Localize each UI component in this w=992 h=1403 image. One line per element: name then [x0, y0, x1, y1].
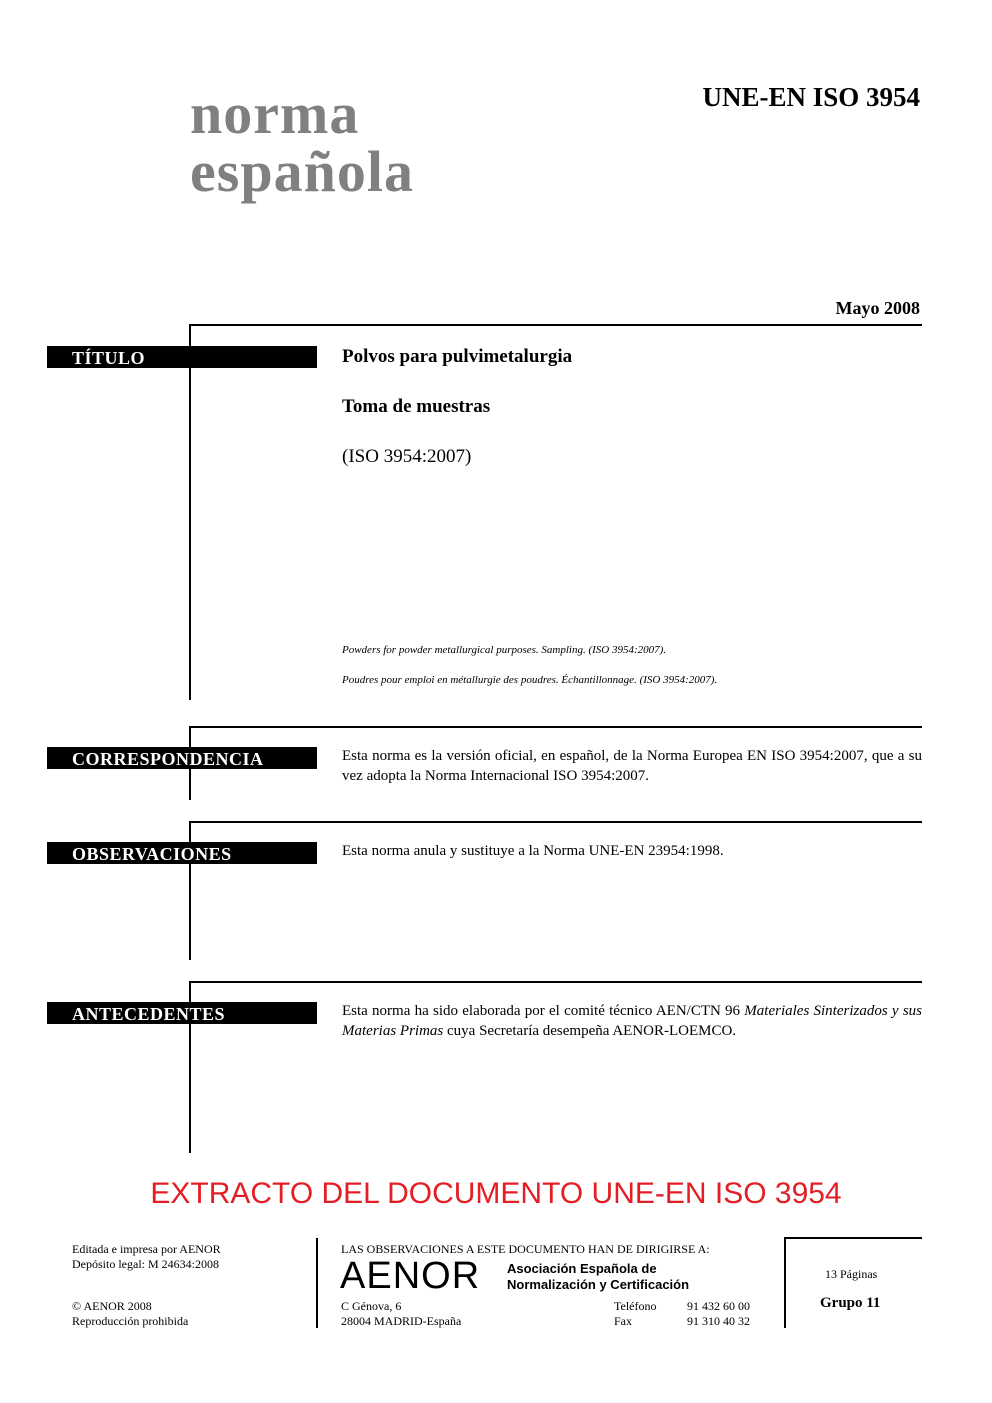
section-divider [189, 821, 922, 823]
section-divider [189, 726, 922, 728]
footer-copyright: © AENOR 2008 [72, 1299, 152, 1313]
subtitle-es: Toma de muestras [342, 396, 491, 417]
committee-name: Materiales Sinterizados y sus Materias Primas [342, 1003, 922, 1039]
footer-box-left [784, 1237, 786, 1328]
section-label-antecedentes: ANTECEDENTES [47, 1002, 317, 1024]
correspondencia-text: Esta norma es la versión oficial, en español, de la Norma Europea EN ISO 3954:2007, que a su vez adopta la Norma Internacional ISO 3954:2007. [342, 748, 922, 784]
aenor-org-name [507, 1261, 689, 1293]
footer-divider [316, 1238, 318, 1328]
org-name-line1: Asociación Española de [507, 1261, 657, 1276]
section-label-titulo: TÍTULO [47, 346, 317, 368]
section-divider [189, 981, 922, 983]
antecedentes-text [342, 1001, 922, 1041]
section-label-observaciones: OBSERVACIONES [47, 842, 317, 864]
brand-line-espanola: española [190, 139, 414, 204]
antecedentes-text-start: Esta norma ha sido elaborada por el comité técnico AEN/CTN 96 [342, 1003, 745, 1019]
org-name-line2: Normalización y Certificación [507, 1277, 690, 1292]
title-fr: Poudres pour emploi en métallurgie des poudres. Échantillonnage. (ISO 3954:2007). [342, 674, 718, 686]
footer-address-line1: C Génova, 6 [341, 1299, 402, 1313]
footer-phone-label: Teléfono [614, 1299, 657, 1313]
brand-line-norma: norma [190, 81, 360, 146]
footer-address-line2: 28004 MADRID-España [341, 1314, 462, 1328]
footer-legal-deposit: Depósito legal: M 24634:2008 [72, 1257, 219, 1271]
publication-date: Mayo 2008 [835, 298, 920, 318]
aenor-logo: AENOR [340, 1255, 481, 1297]
footer-box-top [784, 1237, 922, 1239]
footer-group: Grupo 11 [820, 1295, 881, 1311]
title-es: Polvos para pulvimetalurgia [342, 346, 573, 367]
section-label-correspondencia: CORRESPONDENCIA [47, 747, 317, 769]
footer-reproduction: Reproducción prohibida [72, 1314, 189, 1328]
section-rule [189, 324, 191, 700]
footer-pages: 13 Páginas [825, 1267, 878, 1281]
iso-reference: (ISO 3954:2007) [342, 446, 472, 467]
footer-phone-value: 91 432 60 00 [687, 1299, 750, 1313]
antecedentes-text-end: cuya Secretaría desempeña AENOR-LOEMCO. [443, 1023, 737, 1039]
section-divider [189, 324, 922, 326]
extract-watermark: EXTRACTO DEL DOCUMENTO UNE-EN ISO 3954 [150, 1177, 842, 1210]
observaciones-text: Esta norma anula y sustituye a la Norma UNE-EN 23954:1998. [342, 843, 724, 859]
title-en: Powders for powder metallurgical purposes. Sampling. (ISO 3954:2007). [342, 644, 667, 656]
footer-observations-header: LAS OBSERVACIONES A ESTE DOCUMENTO HAN DE DIRIGIRSE A: [341, 1242, 710, 1256]
footer-fax-label: Fax [614, 1314, 632, 1328]
standard-code: UNE-EN ISO 3954 [702, 82, 920, 112]
footer-edited-by: Editada e impresa por AENOR [72, 1242, 221, 1256]
footer-fax-value: 91 310 40 32 [687, 1314, 750, 1328]
